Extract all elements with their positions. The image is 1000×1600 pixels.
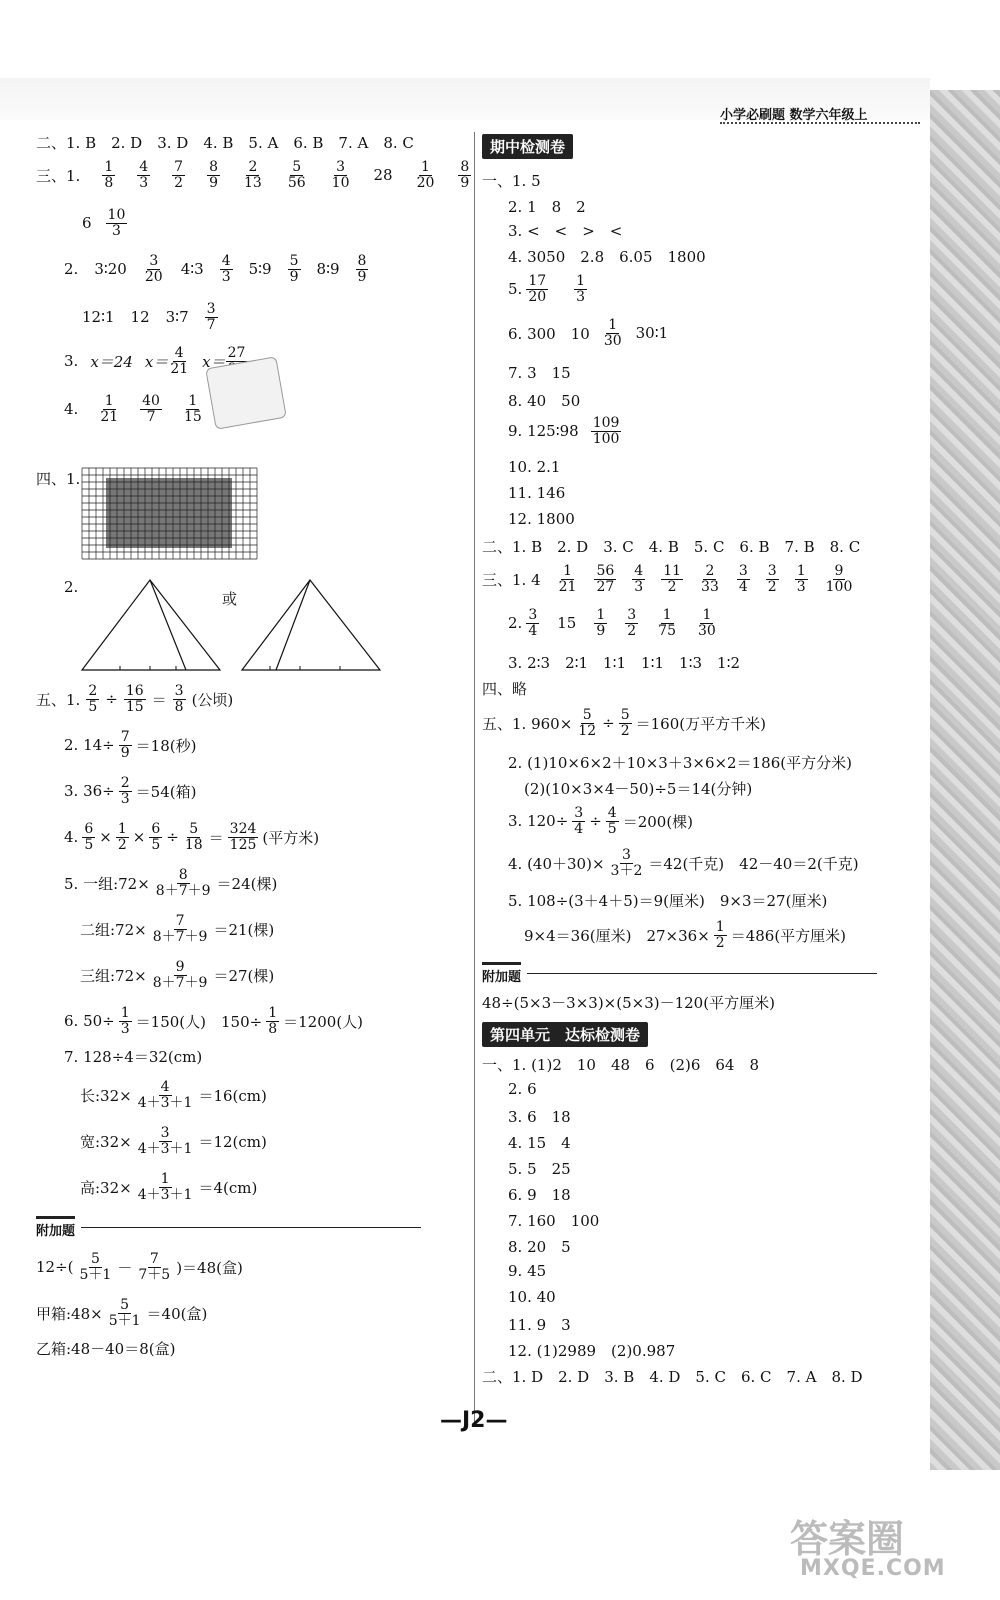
fraction: $\frac{5}{18}$ xyxy=(184,821,203,853)
fraction: $\frac{9}{100}$ xyxy=(825,563,853,595)
answer-line: 2. 3∶20 $\frac{3}{20}$ 4∶3 $\frac{4}{3}$ 5∶9 $\frac{5}{9}$ 8∶9 $\frac{8}{9}$ xyxy=(64,253,367,285)
answer-line: 五、1. 960× $\frac{5}{12}$ ÷ $\frac{5}{2}$ ＝160(万平方千米) xyxy=(482,707,766,739)
answer-line: 2. 6 xyxy=(508,1080,537,1098)
answer-line: 6 $\frac{10}{3}$ xyxy=(82,207,126,239)
fraction: $\frac{5}{5+1}$ xyxy=(108,1297,141,1329)
fraction: $\frac{4}{5}$ xyxy=(607,805,617,837)
fraction: $\frac{324}{125}$ xyxy=(229,821,257,853)
fraction: $\frac{3}{10}$ xyxy=(331,159,350,191)
answer-line: 12÷( $\frac{5}{5+1}$ － $\frac{7}{7+5}$ )＝48(盒) xyxy=(36,1251,243,1283)
answer-line: 二、1. B 2. D 3. D 4. B 5. A 6. B 7. A 8. C xyxy=(36,134,414,152)
fraction: $\frac{5}{56}$ xyxy=(287,159,306,191)
fraction: $\frac{1}{75}$ xyxy=(658,607,676,639)
fraction: $\frac{6}{5}$ xyxy=(151,821,161,853)
fraction: $\frac{1}{2}$ xyxy=(117,821,127,853)
fraction: $\frac{1}{3}$ xyxy=(120,1005,130,1037)
fraction: $\frac{2}{33}$ xyxy=(701,563,719,595)
fraction: $\frac{5}{9}$ xyxy=(289,253,299,285)
stamp-image xyxy=(205,356,287,430)
fraction: $\frac{3}{4}$ xyxy=(528,607,538,639)
answer-line: 高:32× $\frac{1}{4+3+1}$ ＝4(cm) xyxy=(80,1171,258,1203)
answer-line: 2. (1)10×6×2＋10×3＋3×6×2＝186(平方分米) xyxy=(508,754,852,772)
answer-line: 4. (40＋30)× $\frac{3}{3+2}$ ＝42(千克) 42－40＝2(千克) xyxy=(508,847,859,879)
answer-line: 5. $\frac{17}{20}$ $\frac{1}{3}$ xyxy=(508,273,586,305)
fraction: $\frac{4}{3}$ xyxy=(221,253,231,285)
answer-line: 7. 128÷4＝32(cm) xyxy=(64,1048,203,1066)
fraction: $\frac{1}{30}$ xyxy=(603,317,622,349)
fraction: $\frac{109}{100}$ xyxy=(592,415,620,447)
answer-line: 二、1. B 2. D 3. C 4. B 5. C 6. B 7. B 8. C xyxy=(482,538,861,556)
answer-line: 8. 20 5 xyxy=(508,1238,571,1256)
answer-line: 二组:72× $\frac{7}{8+7+9}$ ＝21(棵) xyxy=(80,913,275,945)
fraction: $\frac{1}{8}$ xyxy=(268,1005,278,1037)
answer-line: 10. 40 xyxy=(508,1288,556,1306)
answer-line: 3. < < > < xyxy=(508,222,623,240)
answer-line: (2)(10×3×4－50)÷5＝14(分钟) xyxy=(524,780,753,798)
answer-line: 6. 50÷ $\frac{1}{3}$ ＝150(人) 150÷ $\frac{1}{8}$ ＝1200(人) xyxy=(64,1005,364,1037)
fraction: $\frac{16}{15}$ xyxy=(125,683,144,715)
fraction: $\frac{2}{5}$ xyxy=(88,683,98,715)
fraction: $\frac{8}{8+7+9}$ xyxy=(155,867,211,899)
header-divider xyxy=(720,122,920,124)
fraction: $\frac{1}{8}$ xyxy=(104,159,114,191)
answer-line: 五、1. $\frac{2}{5}$ ÷ $\frac{16}{15}$ ＝ $\frac{3}{8}$ (公顷) xyxy=(36,683,234,715)
answer-line: 9. 125∶98 $\frac{109}{100}$ xyxy=(508,415,620,447)
fraction: $\frac{8}{9}$ xyxy=(460,159,470,191)
fraction: $\frac{5}{12}$ xyxy=(578,707,597,739)
answer-line: 7. 3 15 xyxy=(508,364,571,382)
answer-line: 5. 108÷(3＋4＋5)＝9(厘米) 9×3＝27(厘米) xyxy=(508,892,828,910)
section-heading-midterm: 期中检测卷 xyxy=(482,134,573,159)
answer-line: 三组:72× $\frac{9}{8+7+9}$ ＝27(棵) xyxy=(80,959,275,991)
fraction: $\frac{3}{3+2}$ xyxy=(610,847,643,879)
answer-line: 二、1. D 2. D 3. B 4. D 5. C 6. C 7. A 8. D xyxy=(482,1368,863,1386)
fraction: $\frac{3}{4}$ xyxy=(574,805,584,837)
fraction: $\frac{40}{7}$ xyxy=(142,393,160,425)
fraction: $\frac{6}{5}$ xyxy=(84,821,94,853)
fraction: $\frac{7}{2}$ xyxy=(174,159,184,191)
fraction: $\frac{8}{9}$ xyxy=(357,253,367,285)
answer-line: 4. $\frac{6}{5}$ × $\frac{1}{2}$ × $\frac{6}{5}$ ÷ $\frac{5}{18}$ ＝ $\frac{324}{125}$ (平方米) xyxy=(64,821,320,853)
watermark-logo: 答案圈 xyxy=(790,1517,905,1561)
fraction: $\frac{4}{3}$ xyxy=(139,159,149,191)
triangle-figure-1 xyxy=(80,576,230,676)
answer-line: 2. xyxy=(64,578,79,596)
page-header: 小学必刷题 数学六年级上 xyxy=(720,108,868,123)
answer-line: 一、1. (1)2 10 48 6 (2)6 64 8 xyxy=(482,1056,760,1074)
fraction: $\frac{1}{30}$ xyxy=(698,607,716,639)
column-divider xyxy=(474,132,475,1422)
answer-line: 12. (1)2989 (2)0.987 xyxy=(508,1342,676,1360)
section-heading-fujia: 附加题 xyxy=(482,962,877,985)
fraction: 27 xyxy=(227,345,246,361)
fraction: $\frac{56}{27}$ xyxy=(596,563,615,595)
fraction: $\frac{17}{20}$ xyxy=(528,273,547,305)
answer-line: 四、1. xyxy=(36,470,81,488)
fraction: $\frac{1}{4+3+1}$ xyxy=(137,1171,193,1203)
fraction: $\frac{1}{2}$ xyxy=(715,919,725,951)
fraction: $\frac{10}{3}$ xyxy=(107,207,126,239)
answer-line: 11. 146 xyxy=(508,484,566,502)
answer-line: 9×4＝36(厘米) 27×36× $\frac{1}{2}$ ＝486(平方厘米) xyxy=(524,919,847,951)
grid-figure xyxy=(80,466,260,566)
section-heading-unit4: 第四单元 达标检测卷 xyxy=(482,1022,648,1047)
answer-line: 5. 5 25 xyxy=(508,1160,571,1178)
answer-line: 5. 一组:72× $\frac{8}{8+7+9}$ ＝24(棵) xyxy=(64,867,278,899)
answer-line: 3. 36÷ $\frac{2}{3}$ ＝54(箱) xyxy=(64,775,197,807)
fraction: $\frac{7}{7+5}$ xyxy=(138,1251,171,1283)
fraction: $\frac{3}{7}$ xyxy=(206,301,216,333)
fraction: $\frac{4}{4+3+1}$ xyxy=(137,1079,193,1111)
fraction: $\frac{2}{3}$ xyxy=(120,775,130,807)
fraction: $\frac{1}{21}$ xyxy=(100,393,119,425)
fraction: $\frac{4}{21}$ xyxy=(170,345,189,377)
answer-line: 6. 300 10 $\frac{1}{30}$ 30∶1 xyxy=(508,317,669,349)
fraction: $\frac{1}{21}$ xyxy=(558,563,577,595)
answer-line: 12∶1 12 3∶7 $\frac{3}{7}$ xyxy=(82,301,216,333)
fraction: $\frac{3}{4+3+1}$ xyxy=(137,1125,193,1157)
watermark-url: MXQE.COM xyxy=(800,1556,946,1581)
fraction: $\frac{9}{8+7+9}$ xyxy=(152,959,208,991)
fraction: $\frac{5}{5+1}$ xyxy=(79,1251,112,1283)
answer-line: 2. 1 8 2 xyxy=(508,198,586,216)
fraction: $\frac{7}{8+7+9}$ xyxy=(152,913,208,945)
fraction: $\frac{3}{20}$ xyxy=(144,253,163,285)
answer-line: 长:32× $\frac{4}{4+3+1}$ ＝16(cm) xyxy=(80,1079,267,1111)
answer-line: 4. 15 4 xyxy=(508,1134,571,1152)
triangle-figure-2 xyxy=(240,576,390,676)
answer-line: 4. $\frac{1}{21}$ $\frac{40}{7}$ $\frac{1}{15}$ xyxy=(64,393,202,425)
fraction: $\frac{3}{4}$ xyxy=(738,563,748,595)
answer-line: 11. 9 3 xyxy=(508,1316,571,1334)
fraction: $\frac{1}{20}$ xyxy=(416,159,435,191)
answer-line: 一、1. 5 xyxy=(482,172,541,190)
answer-line: 宽:32× $\frac{3}{4+3+1}$ ＝12(cm) xyxy=(80,1125,267,1157)
answer-line: 3. 6 18 xyxy=(508,1108,571,1126)
answer-line: 三、1. 4 $\frac{1}{21}$ $\frac{56}{27}$ $\frac{4}{3}$ $\frac{11}{2}$ $\frac{2}{33}$ $\frac{3}{4}$ $\frac{3}{2}$ $\frac{1}{3}$ $\frac{9}{100}$ xyxy=(482,563,853,595)
answer-line: 3. 2∶3 2∶1 1∶1 1∶1 1∶3 1∶2 xyxy=(508,654,741,672)
answer-line: 4. 3050 2.8 6.05 1800 xyxy=(508,248,706,266)
answer-line: 10. 2.1 xyxy=(508,458,561,476)
answer-line: 2. $\frac{3}{4}$ 15 $\frac{1}{9}$ $\frac{3}{2}$ $\frac{1}{75}$ $\frac{1}{30}$ xyxy=(508,607,716,639)
answer-line: 7. 160 100 xyxy=(508,1212,600,1230)
answer-line: 8. 40 50 xyxy=(508,392,581,410)
answer-line: 或 xyxy=(222,590,238,608)
answer-line: 甲箱:48× $\frac{5}{5+1}$ ＝40(盒) xyxy=(36,1297,208,1329)
answer-line: 6. 9 18 xyxy=(508,1186,571,1204)
section-heading-fujia: 附加题 xyxy=(36,1216,421,1239)
answer-line: 12. 1800 xyxy=(508,510,575,528)
answer-line: 3. x＝24 x＝ $\frac{4}{21}$ x＝ 27 xyxy=(64,345,246,377)
answer-line: 四、略 xyxy=(482,680,528,698)
fraction: $\frac{8}{9}$ xyxy=(209,159,218,191)
answer-line: 3. 120÷ $\frac{3}{4}$ ÷ $\frac{4}{5}$ ＝200(棵) xyxy=(508,805,694,837)
fraction: $\frac{3}{2}$ xyxy=(767,563,777,595)
right-texture-band xyxy=(930,90,1000,1470)
page-number: —J2— xyxy=(440,1408,508,1433)
fraction: $\frac{4}{3}$ xyxy=(634,563,644,595)
fraction: $\frac{3}{8}$ xyxy=(174,683,184,715)
fraction: $\frac{1}{15}$ xyxy=(183,393,202,425)
fraction: $\frac{1}{3}$ xyxy=(576,273,586,305)
fraction: $\frac{2}{13}$ xyxy=(244,159,262,191)
fraction: $\frac{5}{2}$ xyxy=(620,707,630,739)
fraction: $\frac{3}{2}$ xyxy=(627,607,637,639)
fraction: $\frac{1}{9}$ xyxy=(596,607,606,639)
fraction: $\frac{11}{2}$ xyxy=(663,563,682,595)
answer-line: 2. 14÷ $\frac{7}{9}$ ＝18(秒) xyxy=(64,729,197,761)
answer-line: 48÷(5×3－3×3)×(5×3)－120(平方厘米) xyxy=(482,994,775,1012)
fraction: $\frac{7}{9}$ xyxy=(120,729,130,761)
answer-line: 乙箱:48－40＝8(盒) xyxy=(36,1340,176,1358)
answer-line: 9. 45 xyxy=(508,1262,547,1280)
answer-line: 三、1. $\frac{1}{8}$ $\frac{4}{3}$ $\frac{7}{2}$ $\frac{8}{9}$ $\frac{2}{13}$ $\frac{5}{56}$ $\frac{3}{10}$ 28 $\frac{1}{20}$ $\frac{8}{9}$ xyxy=(36,159,470,191)
fraction: $\frac{1}{3}$ xyxy=(796,563,806,595)
